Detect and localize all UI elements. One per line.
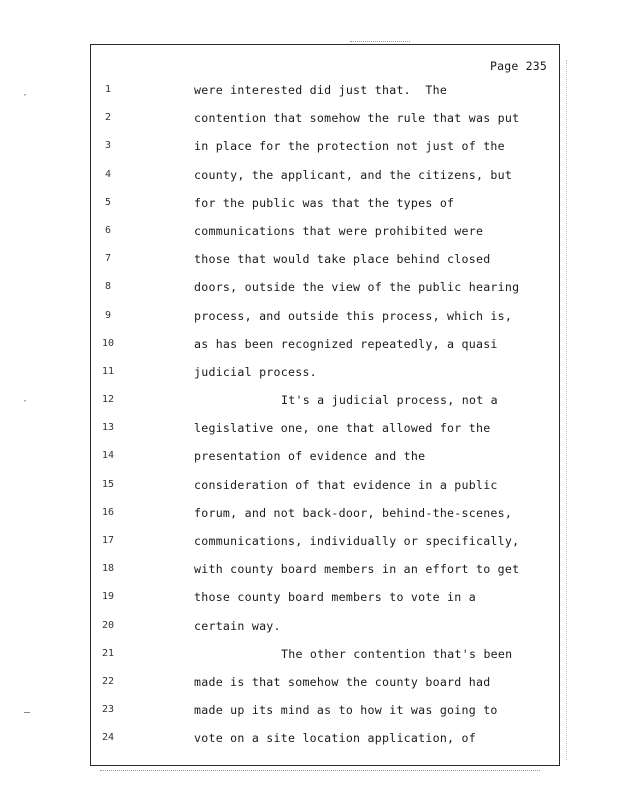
line-text: those county board members to vote in a [194,590,476,605]
line-number: 20 [101,619,115,631]
transcript-line [91,137,559,165]
line-text: The other contention that's been [281,646,513,661]
line-text: communications, individually or specifically, [194,534,520,548]
transcript-line [91,363,559,391]
transcript-body [91,81,559,758]
line-number: 16 [101,506,115,518]
line-number: 13 [101,422,115,434]
transcript-line [91,588,559,616]
page-number: Page 235 [490,59,547,73]
line-text: doors, outside the view of the public hearing [194,280,520,295]
scan-speck: · [22,396,29,407]
line-number: 18 [101,563,115,575]
line-number: 11 [101,365,115,377]
line-text: made up its mind as to how it was going to [194,703,498,718]
line-number: 5 [104,196,112,208]
transcript-line [91,194,559,222]
line-text: with county board members in an effort to get [194,562,520,577]
line-text: made is that somehow the county board had [194,674,491,689]
transcript-line [91,645,559,673]
transcript-line [91,335,559,363]
line-text: as has been recognized repeatedly, a quasi [194,336,498,351]
line-text: forum, and not back-door, behind-the-scenes, [194,505,513,520]
line-text: process, and outside this process, which is, [194,308,513,323]
line-text: presentation of evidence and the [194,449,426,464]
line-text: certain way. [194,618,281,633]
transcript-line [91,701,559,729]
line-number: 23 [101,704,115,716]
scan-artifact-bottom [100,770,540,772]
transcript-line [91,307,559,335]
line-number: 6 [104,224,112,236]
scan-artifact-right [566,60,568,760]
transcript-line [91,81,559,109]
line-number: 1 [104,84,112,95]
line-number: 22 [101,675,115,687]
transcript-line [91,419,559,447]
line-number: 19 [101,591,115,603]
transcript-line [91,166,559,194]
line-number: 9 [104,309,112,321]
transcript-line [91,222,559,250]
line-text: for the public was that the types of [194,195,455,210]
line-number: 8 [104,281,112,293]
line-number: 4 [104,168,112,180]
line-number: 21 [101,647,115,659]
scan-artifact-top [350,41,410,43]
transcript-page [90,44,560,766]
line-text: in place for the protection not just of the [194,139,505,154]
transcript-line [91,504,559,532]
transcript-line [91,560,559,588]
transcript-line [91,391,559,419]
line-number: 12 [101,394,115,406]
scan-speck [24,712,30,713]
line-number: 17 [101,535,115,546]
transcript-line [91,673,559,701]
line-number: 2 [104,112,112,124]
transcript-line [91,729,559,757]
line-text: were interested did just that. The [194,83,448,97]
transcript-line [91,109,559,137]
transcript-line [91,532,559,560]
line-text: county, the applicant, and the citizens, but [194,167,513,182]
line-number: 3 [104,140,112,152]
transcript-line [91,476,559,504]
scan-speck: · [22,90,29,101]
line-text: vote on a site location application, of [194,731,476,746]
line-text: communications that were prohibited were [194,223,484,238]
line-text: those that would take place behind closed [194,252,491,267]
line-text: judicial process. [194,364,317,379]
line-number: 24 [101,732,115,744]
line-text: contention that somehow the rule that was put [194,111,520,126]
line-text: legislative one, one that allowed for the [194,421,491,436]
line-number: 7 [104,253,112,265]
line-text: It's a judicial process, not a [281,393,498,408]
transcript-line [91,250,559,278]
line-text: consideration of that evidence in a public [194,477,498,492]
transcript-line [91,278,559,306]
line-number: 10 [101,337,115,349]
transcript-line [91,617,559,645]
transcript-line [91,447,559,475]
line-number: 14 [101,450,115,462]
line-number: 15 [101,478,115,490]
